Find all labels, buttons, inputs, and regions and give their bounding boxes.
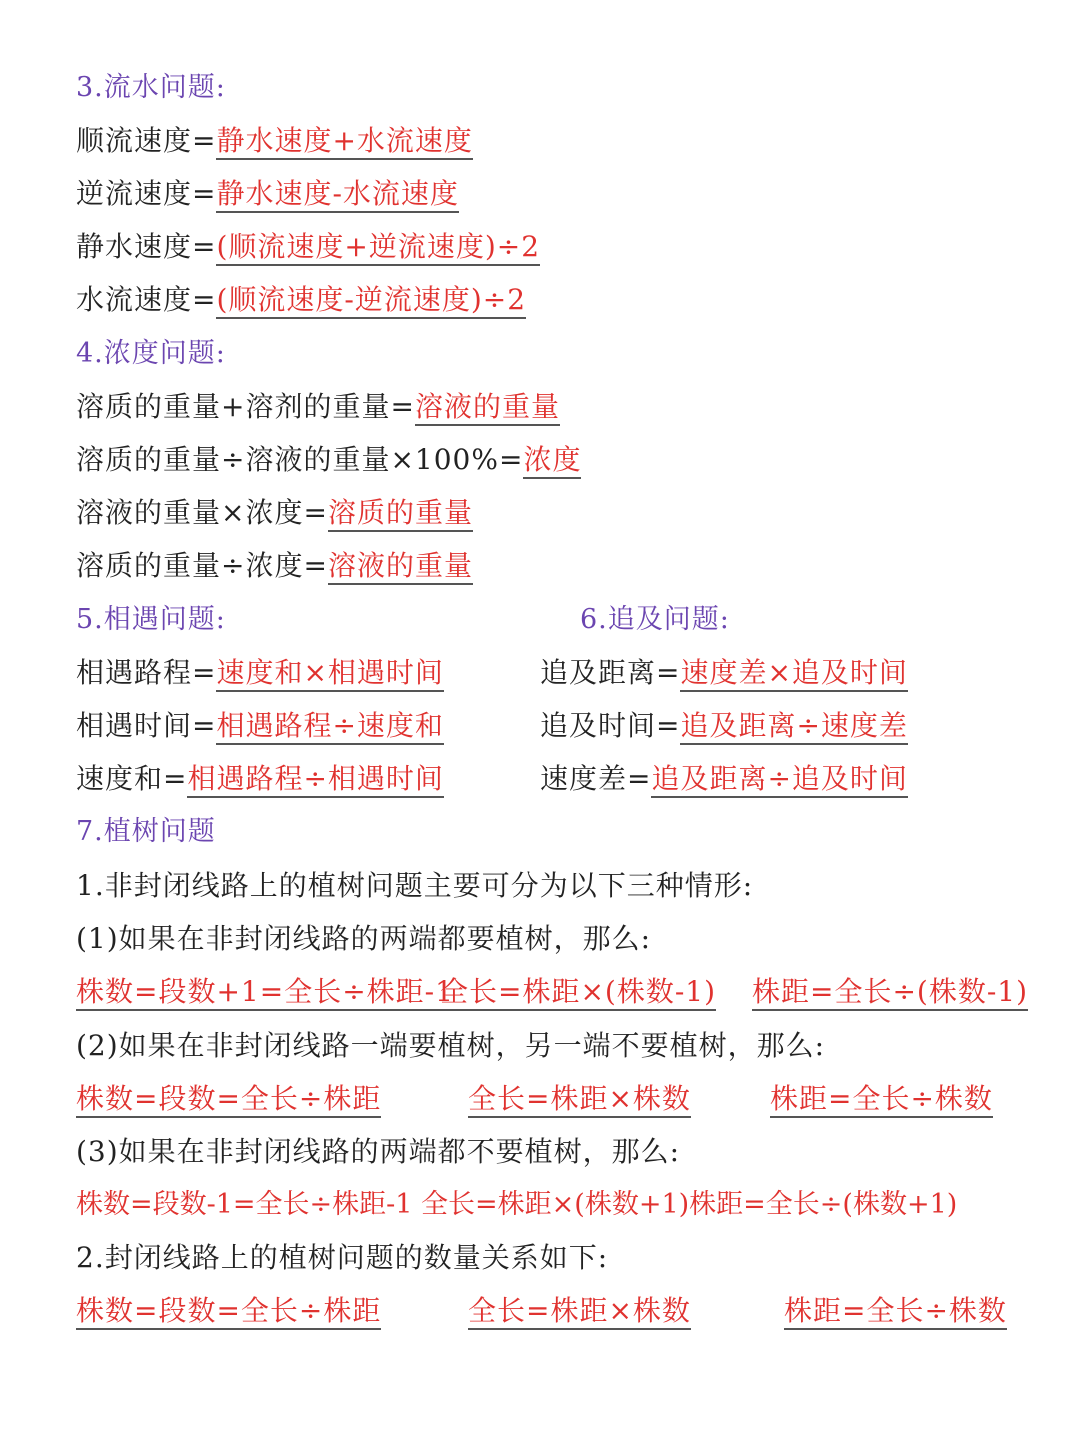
formula-answer: 速度差×追及时间 bbox=[680, 656, 907, 692]
formula-row bbox=[76, 387, 560, 427]
formula-row bbox=[468, 1079, 691, 1119]
formula-label: 追及时间= bbox=[540, 709, 681, 742]
formula-answer: 追及距离÷速度差 bbox=[680, 709, 907, 745]
formula-row bbox=[76, 174, 459, 214]
formula-row bbox=[440, 972, 716, 1012]
formula-label: 速度和= bbox=[76, 762, 188, 795]
section-title-flow: 3.流水问题: bbox=[76, 72, 226, 103]
section-title-meeting: 5.相遇问题: bbox=[76, 604, 226, 635]
formula-row bbox=[468, 1291, 691, 1331]
section-title-concentration: 4.浓度问题: bbox=[76, 338, 226, 369]
paragraph-case-1: (1)如果在非封闭线路的两端都要植树，那么: bbox=[76, 922, 652, 955]
formula-row bbox=[784, 1291, 1007, 1331]
formula-answer: 株距=全长÷株数 bbox=[784, 1294, 1007, 1330]
formula-row bbox=[76, 121, 473, 161]
formula-answer: 相遇路程÷相遇时间 bbox=[187, 762, 443, 798]
formula-label: 水流速度= bbox=[76, 283, 217, 316]
formula-row bbox=[76, 653, 444, 693]
formula-answer: 株距=全长÷株数 bbox=[770, 1082, 993, 1118]
formula-label: 相遇路程= bbox=[76, 656, 217, 689]
formula-row bbox=[76, 706, 444, 746]
formula-answer: 株数=段数=全长÷株距 bbox=[76, 1294, 381, 1330]
formula-answer: 静水速度+水流速度 bbox=[216, 124, 472, 160]
formula-answer: 全长=株距×株数 bbox=[468, 1082, 691, 1118]
formula-row bbox=[76, 227, 540, 267]
paragraph-case-2: (2)如果在非封闭线路一端要植树，另一端不要植树，那么: bbox=[76, 1029, 826, 1062]
formula-row bbox=[76, 1185, 957, 1225]
formula-answer: (顺流速度+逆流速度)÷2 bbox=[216, 230, 540, 266]
formula-answer: 浓度 bbox=[523, 443, 581, 479]
formula-row bbox=[540, 653, 908, 693]
formula-answer: 速度和×相遇时间 bbox=[216, 656, 443, 692]
formula-label: 逆流速度= bbox=[76, 177, 217, 210]
formula-answer: 相遇路程÷速度和 bbox=[216, 709, 443, 745]
section-title-chase: 6.追及问题: bbox=[580, 604, 730, 635]
formula-row bbox=[76, 972, 454, 1012]
formula-answer: 溶液的重量 bbox=[415, 390, 560, 426]
formula-row bbox=[540, 759, 908, 799]
formula-answer: 株数=段数=全长÷株距 bbox=[76, 1082, 381, 1118]
formula-row bbox=[76, 493, 473, 533]
formula-row bbox=[76, 1079, 381, 1119]
formula-label: 顺流速度= bbox=[76, 124, 217, 157]
formula-answer: 株数=段数-1=全长÷株距-1 全长=株距×(株数+1)株距=全长÷(株数+1) bbox=[76, 1189, 958, 1220]
paragraph-open-route: 1.非封闭线路上的植树问题主要可分为以下三种情形: bbox=[76, 869, 754, 902]
formula-label: 溶质的重量÷浓度= bbox=[76, 549, 328, 582]
formula-answer: 溶质的重量 bbox=[328, 496, 473, 532]
formula-row bbox=[752, 972, 1028, 1012]
formula-answer: 株数=段数+1=全长÷株距-1 bbox=[76, 975, 454, 1011]
formula-row bbox=[76, 440, 581, 480]
formula-label: 溶液的重量×浓度= bbox=[76, 496, 328, 529]
formula-answer: 追及距离÷追及时间 bbox=[651, 762, 907, 798]
formula-row bbox=[770, 1079, 993, 1119]
formula-answer: 全长=株距×株数 bbox=[468, 1294, 691, 1330]
formula-label: 溶质的重量+溶剂的重量= bbox=[76, 390, 415, 423]
section-title-tree-planting: 7.植树问题 bbox=[76, 816, 216, 847]
paragraph-closed-route: 2.封闭线路上的植树问题的数量关系如下: bbox=[76, 1241, 609, 1274]
formula-row bbox=[540, 706, 908, 746]
formula-row bbox=[76, 759, 444, 799]
formula-answer: 溶液的重量 bbox=[328, 549, 473, 585]
formula-label: 静水速度= bbox=[76, 230, 217, 263]
formula-answer: 株距=全长÷(株数-1) bbox=[752, 975, 1028, 1011]
formula-row bbox=[76, 546, 473, 586]
formula-label: 速度差= bbox=[540, 762, 652, 795]
formula-row bbox=[76, 280, 526, 320]
formula-label: 相遇时间= bbox=[76, 709, 217, 742]
formula-row bbox=[76, 1291, 381, 1331]
formula-answer: (顺流速度-逆流速度)÷2 bbox=[216, 283, 526, 319]
formula-answer: 全长=株距×(株数-1) bbox=[440, 975, 716, 1011]
formula-label: 溶质的重量÷溶液的重量×100%= bbox=[76, 443, 524, 476]
formula-label: 追及距离= bbox=[540, 656, 681, 689]
formula-answer: 静水速度-水流速度 bbox=[216, 177, 458, 213]
paragraph-case-3: (3)如果在非封闭线路的两端都不要植树，那么: bbox=[76, 1135, 681, 1168]
